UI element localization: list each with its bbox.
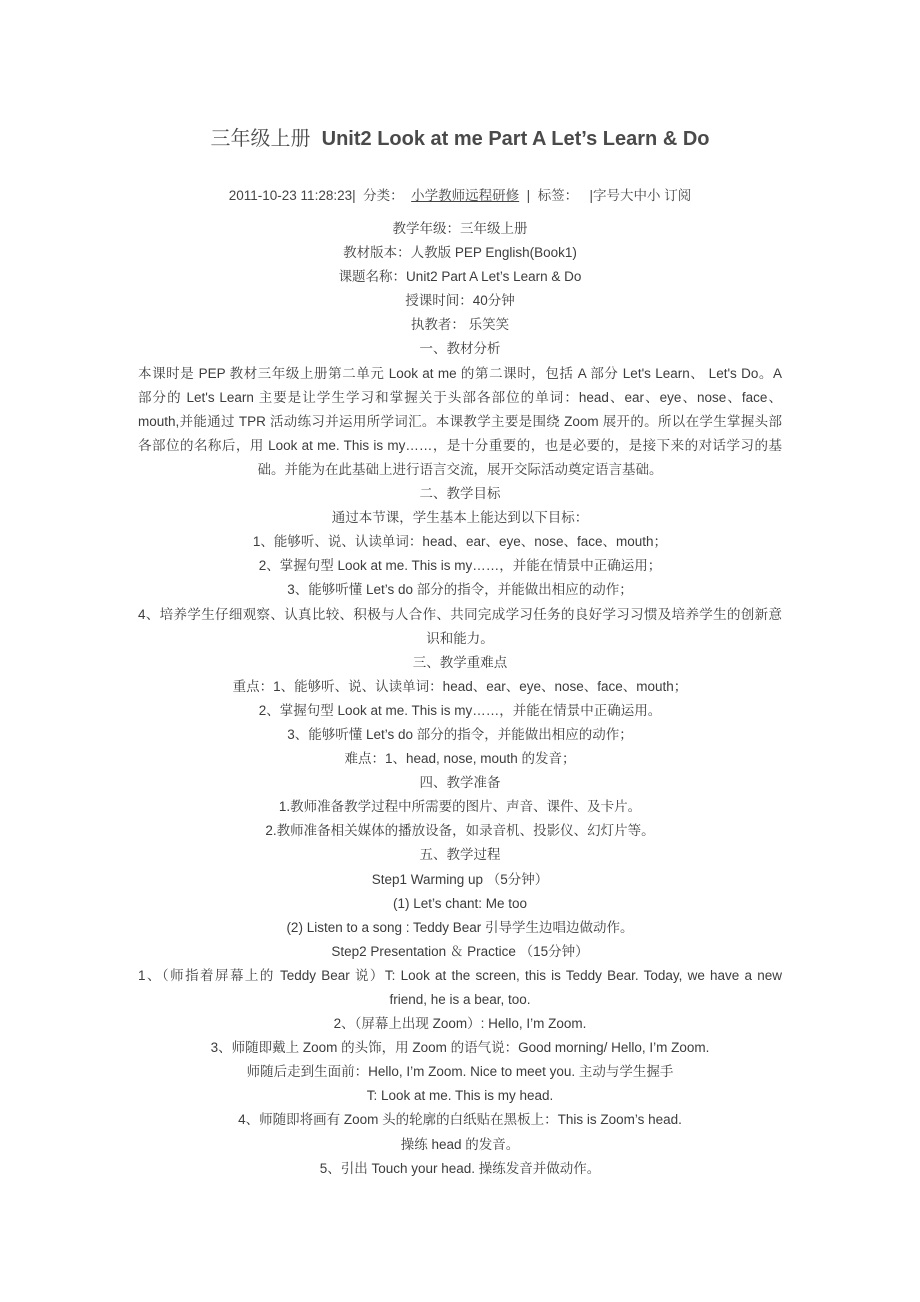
article-line: 4、培养学生仔细观察、认真比较、积极与人合作、共同完成学习任务的良好学习习惯及培养学生的创新意 <box>138 606 782 622</box>
page-title <box>0 122 920 151</box>
article-line: 课题名称：Unit2 Part A Let’s Learn & Do <box>338 269 582 285</box>
article-line: 部分的 Let's Learn 主要是让学生学习和掌握关于头部各部位的单词：head、ear、eye、nose、face、 <box>138 389 782 405</box>
article-line: 操练 head 的发音。 <box>400 1136 520 1152</box>
article-line: 通过本节课，学生基本上能达到以下目标： <box>331 510 589 526</box>
post-datetime: 2011-10-23 11:28:23| <box>228 188 356 203</box>
article-line: 执教者： 乐笑笑 <box>410 317 510 333</box>
post-meta <box>0 184 920 204</box>
article-line: mouth,并能通过 TPR 活动练习并运用所学词汇。本课教学主要是围绕 Zoom 展开的。所以在学生掌握头部 <box>138 413 782 429</box>
article-line: 一、教材分析 <box>419 341 501 357</box>
article-line: (2) Listen to a song : Teddy Bear 引导学生边唱边做动作。 <box>286 919 634 935</box>
article-body <box>138 217 782 1181</box>
article-line: 授课时间：40分钟 <box>405 293 515 309</box>
article-line: 四、教学准备 <box>419 775 501 791</box>
article-line: 3、能够听懂 Let’s do 部分的指令，并能做出相应的动作； <box>287 726 633 742</box>
article-line: 各部位的名称后，用 Look at me. This is my……，是十分重要的，也是必要的，是接下来的对话学习的基 <box>138 437 782 453</box>
article-line: 1、（师指着屏幕上的 Teddy Bear 说）T: Look at the screen, this is Teddy Bear. Today, we have a new <box>138 967 782 983</box>
article-line: T: Look at me. This is my head. <box>366 1088 554 1104</box>
font-size-switch[interactable]: |字号大中小 <box>589 188 661 203</box>
article-line: 2.教师准备相关媒体的播放设备，如录音机、投影仪、幻灯片等。 <box>265 823 655 839</box>
article-line: 五、教学过程 <box>419 847 501 863</box>
article-line: 1、能够听、说、认读单词：head、ear、eye、nose、face、mouth； <box>252 534 668 550</box>
article-line: 教学年级：三年级上册 <box>392 221 528 236</box>
article-line: Step1 Warming up （5分钟） <box>371 871 549 887</box>
article-line: 本课时是 PEP 教材三年级上册第二单元 Look at me 的第二课时，包括 A 部分 Let's Learn、 Let's Do。A <box>138 365 782 381</box>
article-line: 1.教师准备教学过程中所需要的图片、声音、课件、及卡片。 <box>278 799 642 815</box>
article-line: 础。并能为在此基础上进行语言交流，展开交际活动奠定语言基础。 <box>257 461 663 477</box>
article-line: 二、教学目标 <box>419 486 501 502</box>
title-en: Unit2 Look at me Part A Let’s Learn & Do <box>321 128 710 150</box>
article-line: Step2 Presentation ＆ Practice （15分钟） <box>331 943 589 959</box>
meta-separator: | <box>526 188 531 203</box>
article-line: 教材版本：人教版 PEP English(Book1) <box>343 245 577 261</box>
category-label: 分类： <box>363 188 404 203</box>
article-line: 2、掌握句型 Look at me. This is my……，并能在情景中正确运用。 <box>258 702 662 718</box>
article-line: 5、引出 Touch your head. 操练发音并做动作。 <box>319 1160 601 1176</box>
article-line: 识和能力。 <box>426 630 494 646</box>
article-line: 师随后走到生面前：Hello, I’m Zoom. Nice to meet you. 主动与学生握手 <box>246 1064 674 1080</box>
article-line: (1) Let’s chant: Me too <box>392 895 528 911</box>
article-line: 2、掌握句型 Look at me. This is my……，并能在情景中正确运用； <box>258 558 662 574</box>
article-line: 三、教学重难点 <box>412 654 508 670</box>
article-line: 4、师随即将画有 Zoom 头的轮廓的白纸贴在黑板上：This is Zoom’s head. <box>238 1112 682 1128</box>
category-link[interactable]: 小学教师远程研修 <box>411 188 520 203</box>
article-line: 难点：1、head, nose, mouth 的发音； <box>344 751 576 767</box>
title-cn: 三年级上册 <box>210 128 311 150</box>
article-line: 3、能够听懂 Let’s do 部分的指令，并能做出相应的动作； <box>287 582 633 598</box>
article-line: friend, he is a bear, too. <box>389 992 531 1007</box>
article-line: 2、（屏幕上出现 Zoom）: Hello, I’m Zoom. <box>333 1016 587 1032</box>
article-line: 重点：1、能够听、说、认读单词：head、ear、eye、nose、face、mouth； <box>232 678 688 694</box>
tags-label: 标签： <box>537 188 579 203</box>
subscribe-link[interactable]: 订阅 <box>664 188 692 203</box>
article-line: 3、师随即戴上 Zoom 的头饰，用 Zoom 的语气说：Good morning/ Hello, I’m Zoom. <box>210 1040 710 1056</box>
